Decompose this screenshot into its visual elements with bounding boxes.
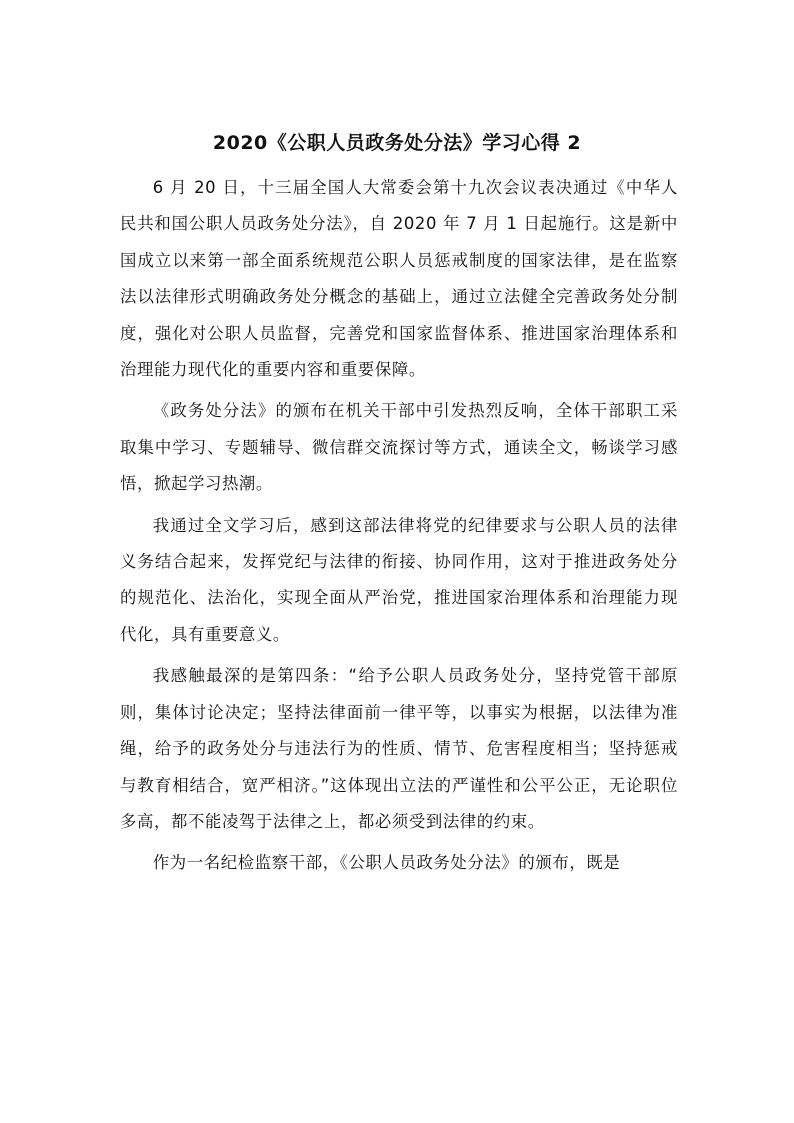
document-title: 2020《公职人员政务处分法》学习心得 2 bbox=[212, 132, 582, 154]
paragraph-1: 6 月 20 日，十三届全国人大常委会第十九次会议表决通过《中华人民共和国公职人员政务处分法》，自 2020 年 7 月 1 日起施行。这是新中国成立以来第一部全面系统规范公职人员惩戒制度的国家法律，是在监察法以法律形式明确政务处分概念的基础上，通过立法健全完善政务处分制度，强化对公职人员监督，完善党和国家监督体系、推进国家治理体系和治理能力现代化的重要内容和重要保障。 bbox=[120, 178, 678, 380]
paragraph-2: 《政务处分法》的颁布在机关干部中引发热烈反响，全体干部职工采取集中学习、专题辅导、微信群交流探讨等方式，通读全文，畅谈学习感悟，掀起学习热潮。 bbox=[120, 401, 678, 494]
paragraph-4: 我感触最深的是第四条：“给予公职人员政务处分，坚持党管干部原则，集体讨论决定；坚持法律面前一律平等，以事实为根据，以法律为准绳，给予的政务处分与违法行为的性质、情节、危害程度相当；坚持惩戒与教育相结合，宽严相济。”这体现出立法的严谨性和公平公正，无论职位多高，都不能凌驾于法律之上，都必须受到法律的约束。 bbox=[120, 666, 678, 831]
paragraph-3: 我通过全文学习后，感到这部法律将党的纪律要求与公职人员的法律义务结合起来，发挥党纪与法律的衔接、协同作用，这对于推进政务处分的规范化、法治化，实现全面从严治党，推进国家治理体系和治理能力现代化，具有重要意义。 bbox=[120, 515, 678, 644]
paragraph-5: 作为一名纪检监察干部，《公职人员政务处分法》的颁布，既是 bbox=[152, 853, 621, 873]
document-body bbox=[120, 170, 678, 887]
